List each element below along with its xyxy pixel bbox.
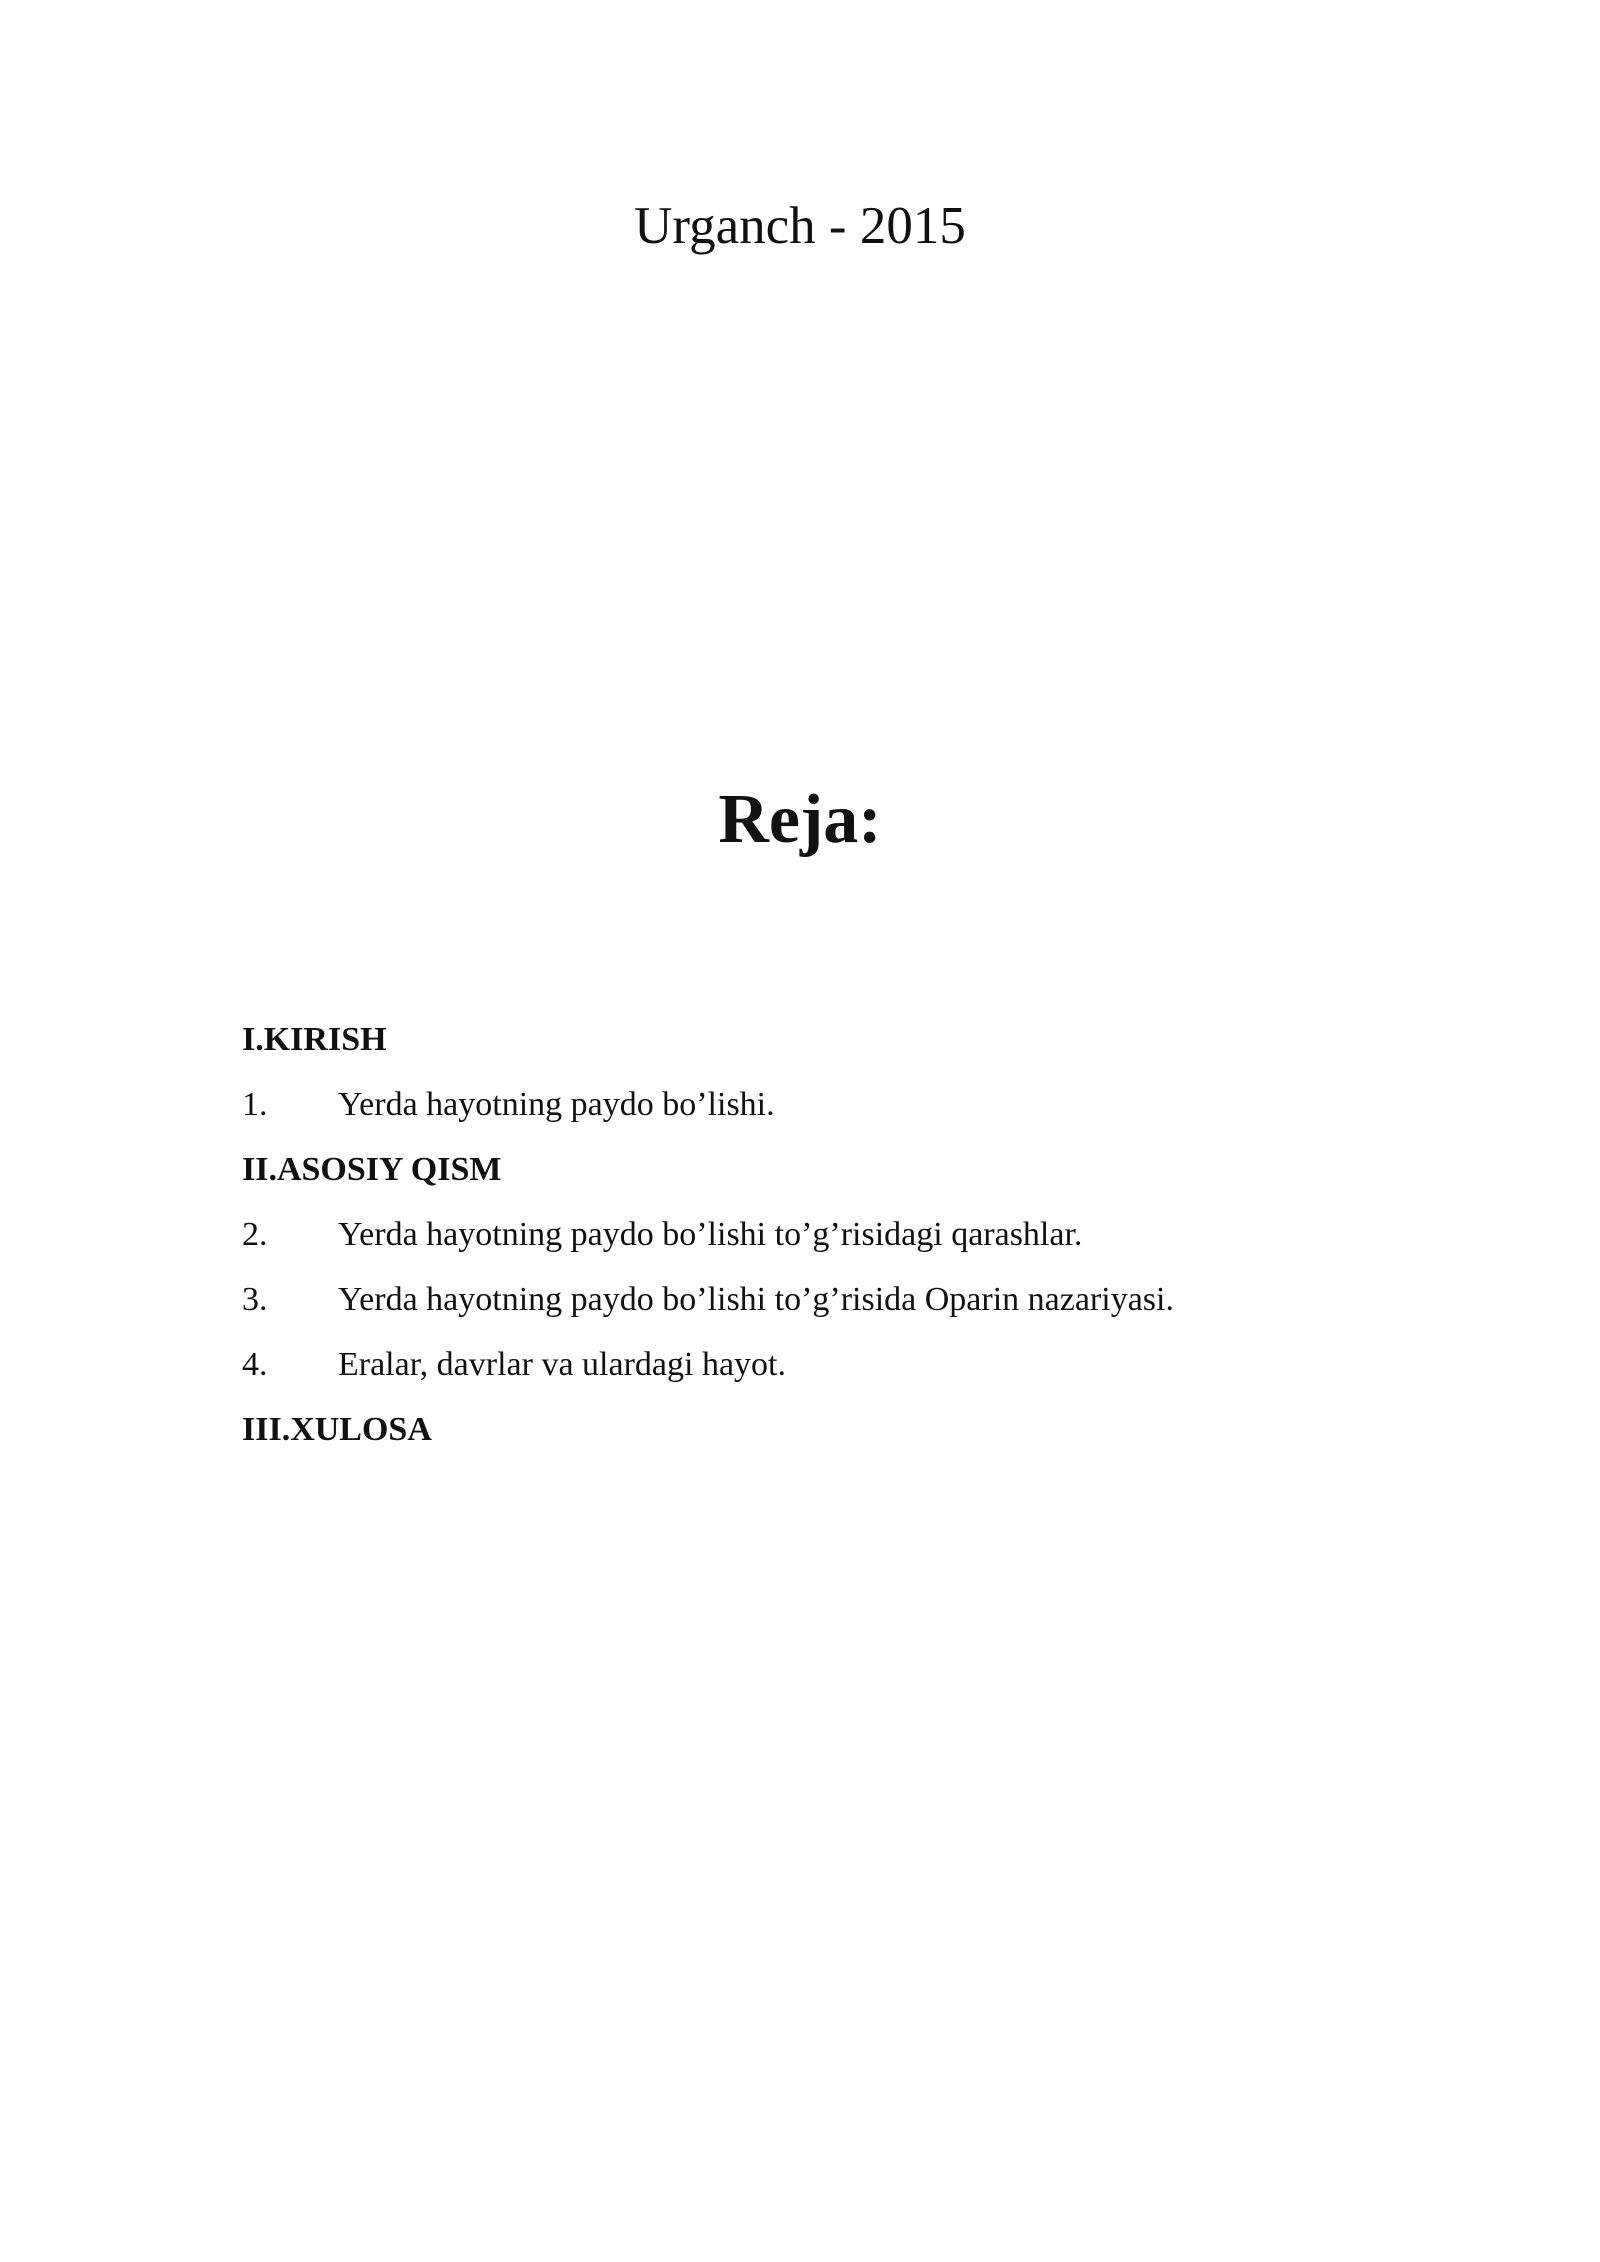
- plan-item-text: Yerda hayotning paydo bo’lishi.: [338, 1086, 775, 1123]
- plan-item-4: [242, 1341, 1442, 1406]
- plan-item-text: Eralar, davrlar va ulardagi hayot.: [338, 1346, 786, 1383]
- plan-item-3: [242, 1276, 1442, 1341]
- city-year: Urganch - 2015: [634, 197, 966, 255]
- plan-item-number: 2.: [242, 1216, 268, 1253]
- section-heading-intro: I.KIRISH: [242, 1021, 387, 1058]
- plan-item-text: Yerda hayotning paydo bo’lishi to’g’risidagi qarashlar.: [338, 1216, 1083, 1253]
- plan-outline: [242, 1016, 1442, 1471]
- plan-title: Reja:: [718, 781, 882, 858]
- plan-item-1: [242, 1081, 1442, 1146]
- plan-item-2: [242, 1211, 1442, 1276]
- section-heading-main: II.ASOSIY QISM: [242, 1151, 502, 1188]
- plan-item-number: 3.: [242, 1281, 268, 1318]
- plan-item-number: 4.: [242, 1346, 268, 1383]
- section-heading-conclusion: III.XULOSA: [242, 1411, 432, 1448]
- plan-item-text: Yerda hayotning paydo bo’lishi to’g’risida Oparin nazariyasi.: [338, 1281, 1174, 1318]
- plan-item-number: 1.: [242, 1086, 268, 1123]
